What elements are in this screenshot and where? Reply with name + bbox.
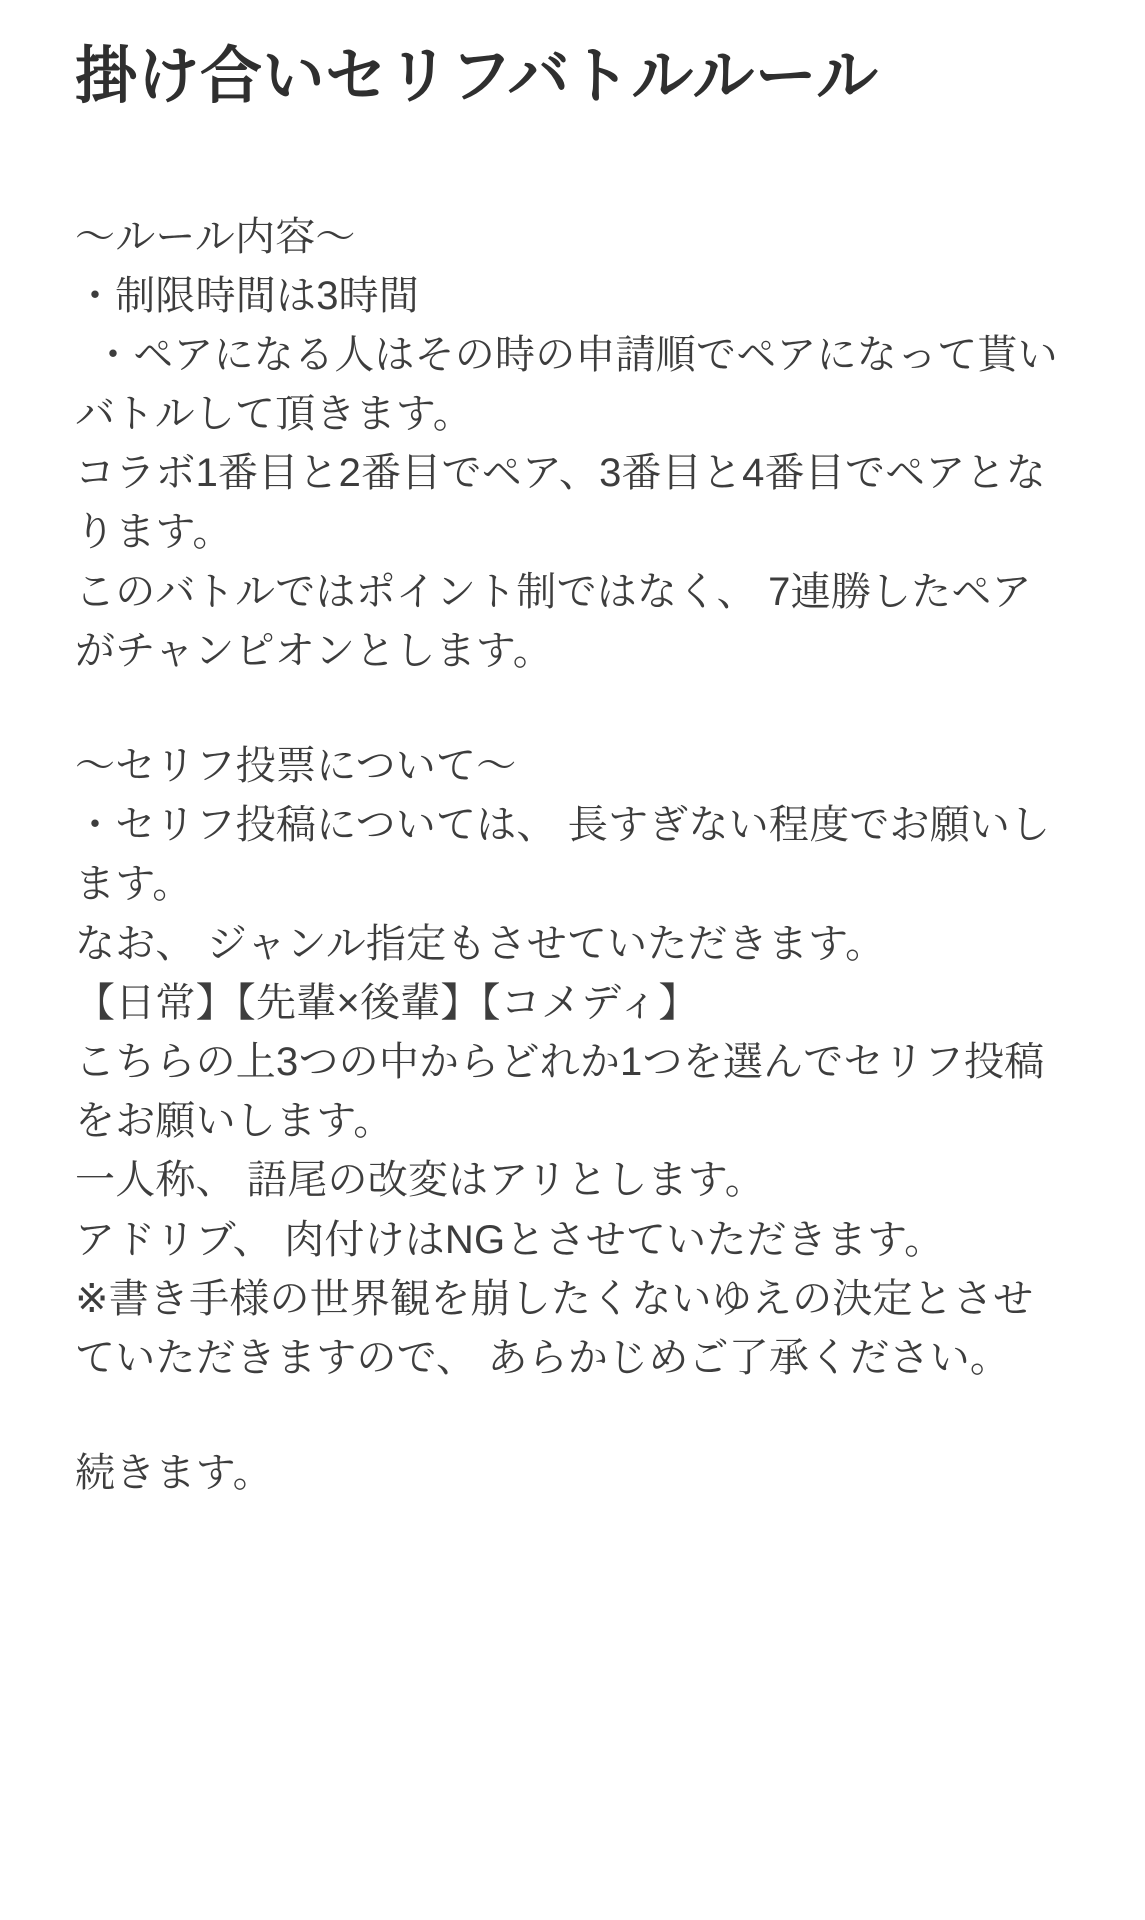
section-voting-line-4: こちらの上3つの中からどれか1つを選んでセリフ投稿をお願いします。 xyxy=(75,1039,1045,1144)
section-voting-genres: 【日常】【先輩×後輩】【コメディ】 xyxy=(75,980,699,1025)
section-rules xyxy=(75,208,1070,682)
closing-space xyxy=(75,1388,1070,1444)
page-title: 掛け合いセリフバトルルール xyxy=(75,42,879,111)
section-rules-line-4: このバトルではポイント制ではなく、 7連勝したペアがチャンピオンとします。 xyxy=(75,569,1032,673)
section-voting-line-6: アドリブ、 肉付けはNGとさせていただきます。 xyxy=(75,1217,945,1262)
section-voting-note: ※書き手様の世界観を崩したくないゆえの決定とさせていただきますので、 あらかじめご了承ください。 xyxy=(75,1276,1034,1380)
section-rules-line-2: ・ペアになる人はその時の申請順でペアになって貰いバトルして頂きます。 xyxy=(75,332,1058,437)
section-divider-space xyxy=(75,681,1070,737)
document-body xyxy=(75,208,1070,1504)
section-voting-line-1: ・セリフ投稿については、 長すぎない程度でお願いします。 xyxy=(75,803,1051,907)
section-voting-heading: 〜セリフ投票について〜 xyxy=(75,744,517,788)
section-rules-heading: 〜ルール内容〜 xyxy=(75,214,356,259)
section-rules-line-3: コラボ1番目と2番目でペア、3番目と4番目でペアとなります。 xyxy=(75,451,1046,555)
section-voting-line-5: 一人称、 語尾の改変はアリとします。 xyxy=(75,1158,765,1203)
section-rules-line-1: ・制限時間は3時間 xyxy=(75,273,420,318)
section-voting xyxy=(75,737,1070,1388)
section-voting-line-2: なお、 ジャンル指定もさせていただきます。 xyxy=(75,921,886,966)
closing-text: 続きます。 xyxy=(75,1451,273,1496)
